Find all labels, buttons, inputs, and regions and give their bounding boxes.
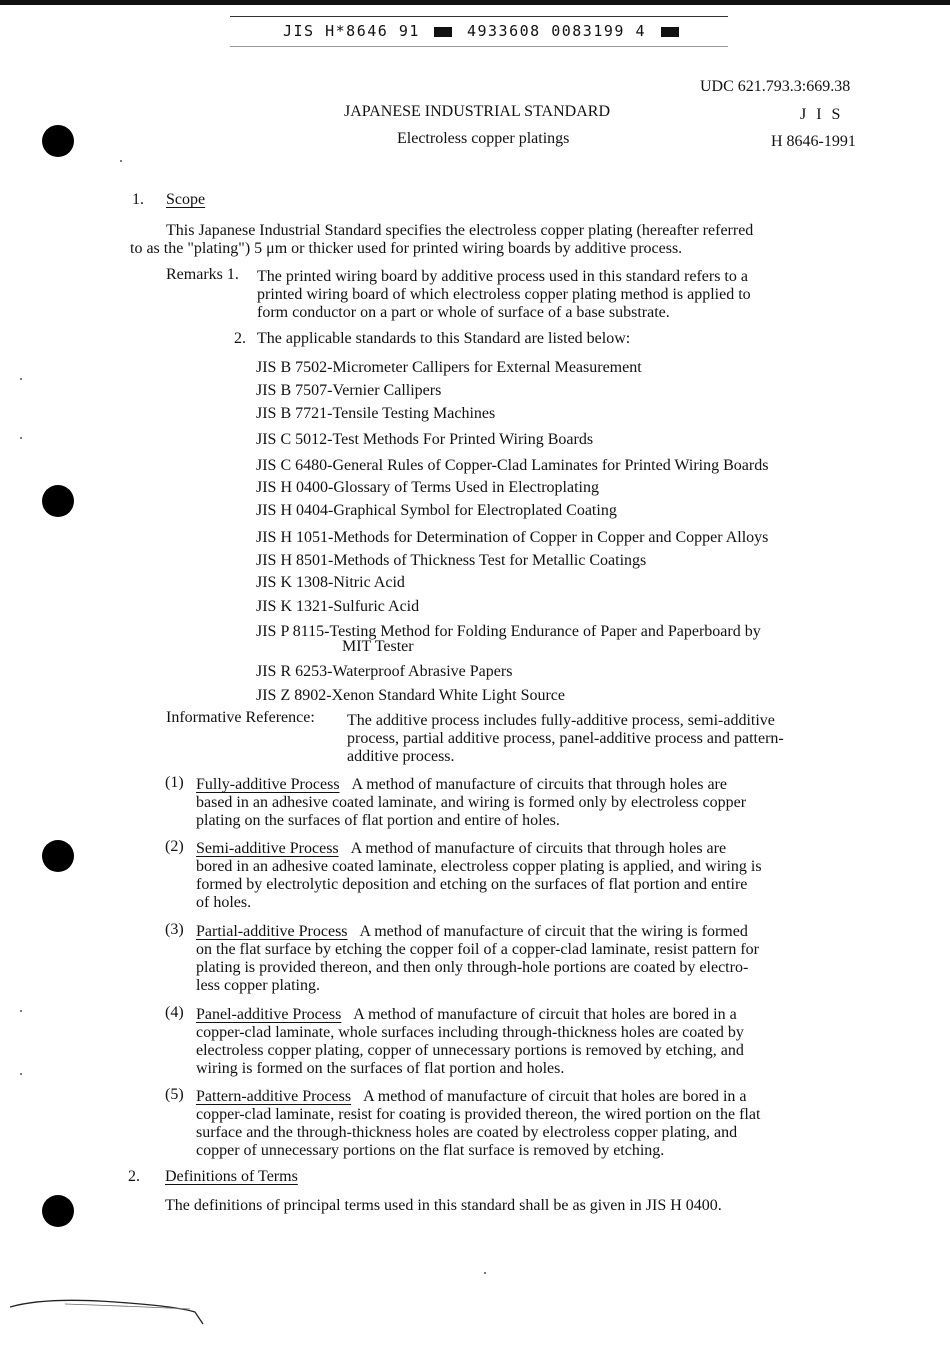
- punch-hole: [42, 485, 74, 517]
- doc-id-left: JIS H*8646 91: [283, 22, 420, 40]
- standard-title: Vernier Callipers: [332, 382, 442, 399]
- standard-title: Sulfuric Acid: [333, 598, 420, 615]
- process-line: based in an adhesive coated laminate, and wiring is formed only by electroless copper: [196, 794, 747, 811]
- standard-title: Glossary of Terms Used in Electroplating: [333, 479, 599, 496]
- standard-code: JIS R 6253-: [256, 663, 333, 680]
- process-line: [196, 1088, 760, 1106]
- process-number: (5): [165, 1086, 184, 1103]
- redaction-block: [661, 27, 679, 37]
- informative-label: Informative Reference:: [166, 709, 315, 726]
- standard-entry: [256, 598, 419, 616]
- process-term: Semi-additive Process: [196, 840, 339, 857]
- standard-title: Xenon Standard White Light Source: [331, 687, 565, 704]
- standard-entry: [256, 529, 768, 547]
- standard-title: General Rules of Copper-Clad Laminates for Printed Wiring Boards: [332, 457, 769, 474]
- standard-entry: [256, 479, 599, 497]
- remark-2-text: The applicable standards to this Standard are listed below:: [257, 330, 631, 347]
- process-text: A method of manufacture of circuit that holes are bored in a: [353, 1006, 737, 1023]
- process-line: bored in an adhesive coated laminate, electroless copper plating is applied, and wiring is: [196, 858, 762, 875]
- standard-entry: [256, 663, 512, 681]
- section-heading-scope: Scope: [166, 191, 206, 208]
- process-line: [196, 776, 746, 794]
- scan-speck: [484, 1272, 486, 1274]
- process-text: A method of manufacture of circuit that holes are bored in a: [363, 1088, 747, 1105]
- process-term: Pattern-additive Process: [196, 1088, 352, 1105]
- standard-entry: [256, 431, 593, 449]
- remark-2-label: 2.: [234, 330, 246, 347]
- punch-hole: [42, 125, 74, 157]
- scope-text-line: to as the "plating") 5 μm or thicker used for printed wiring boards by additive process.: [130, 240, 683, 257]
- informative-line: additive process.: [347, 748, 455, 765]
- standard-title: Methods for Determination of Copper in Copper and Copper Alloys: [333, 529, 769, 546]
- standard-entry: [256, 623, 761, 656]
- punch-hole: [42, 840, 74, 872]
- process-line: on the flat surface by etching the copper foil of a copper-clad laminate, resist pattern for: [196, 941, 759, 958]
- scope-text-line: This Japanese Industrial Standard specifies the electroless copper plating (hereafter referred: [166, 222, 754, 239]
- definitions-text: The definitions of principal terms used in this standard shall be as given in JIS H 0400.: [165, 1197, 722, 1214]
- standard-code: JIS H 0400-: [256, 479, 334, 496]
- process-line: formed by electrolytic deposition and etching on the surfaces of flat portion and entire: [196, 876, 748, 893]
- process-line: copper-clad laminate, resist for coating is provided thereon, the wired portion on the flat: [196, 1106, 761, 1123]
- standard-title: Tensile Testing Machines: [332, 405, 496, 422]
- process-text: A method of manufacture of circuits that through holes are: [351, 776, 727, 793]
- process-number: (4): [165, 1004, 184, 1021]
- standard-code: JIS C 6480-: [256, 457, 333, 474]
- process-number: (1): [165, 774, 184, 791]
- process-text: A method of manufacture of circuit that the wiring is formed: [359, 923, 748, 940]
- remark-line: The printed wiring board by additive process used in this standard refers to a: [257, 268, 748, 285]
- jis-label: J I S: [800, 106, 844, 123]
- section-number: 2.: [128, 1168, 140, 1185]
- process-term: Panel-additive Process: [196, 1006, 342, 1023]
- standard-code: JIS K 1308-: [256, 574, 334, 591]
- process-line: plating on the surfaces of flat portion and entire of holes.: [196, 812, 560, 829]
- doc-id-right: 4933608 0083199 4: [466, 22, 646, 40]
- scan-speck: [20, 1010, 22, 1012]
- standard-code: JIS B 7721-: [256, 405, 333, 422]
- header-rule-top: [230, 16, 728, 17]
- standard-code: JIS K 1321-: [256, 598, 334, 615]
- process-number: (2): [165, 838, 184, 855]
- standard-code: JIS B 7507-: [256, 382, 333, 399]
- standard-title: Methods of Thickness Test for Metallic Coatings: [333, 552, 647, 569]
- process-term: Partial-additive Process: [196, 923, 348, 940]
- standard-title: Nitric Acid: [333, 574, 405, 591]
- standard-title-continued: MIT Tester: [342, 638, 414, 655]
- scan-speck: [20, 1073, 22, 1075]
- standard-title: Graphical Symbol for Electroplated Coating: [333, 502, 617, 519]
- standard-code: JIS H 0404-: [256, 502, 334, 519]
- standard-entry: [256, 502, 617, 520]
- standard-title: Testing Method for Folding Endurance of Paper and Paperboard by: [329, 623, 761, 640]
- process-line: less copper plating.: [196, 977, 320, 994]
- process-definition: [196, 1088, 760, 1160]
- scan-speck: [20, 378, 22, 380]
- standard-code: JIS B 7502-: [256, 359, 333, 376]
- remark-line: printed wiring board of which electroless copper plating method is applied to: [257, 286, 751, 303]
- standard-code: JIS C 5012-: [256, 431, 333, 448]
- process-term: Fully-additive Process: [196, 776, 340, 793]
- process-line: copper of unnecessary portions on the flat surface is removed by etching.: [196, 1142, 665, 1159]
- informative-line: The additive process includes fully-additive process, semi-additive: [347, 712, 775, 729]
- process-definition: [196, 840, 762, 912]
- process-line: plating is provided thereon, and then only through-hole portions are coated by electro-: [196, 959, 749, 976]
- process-definition: [196, 923, 759, 995]
- udc-number: UDC 621.793.3:669.38: [700, 78, 851, 95]
- standard-entry: [256, 457, 768, 475]
- standard-title: Test Methods For Printed Wiring Boards: [332, 431, 594, 448]
- section-heading-definitions: Definitions of Terms: [165, 1168, 298, 1185]
- standard-title: Waterproof Abrasive Papers: [332, 663, 513, 680]
- scan-speck: [120, 160, 122, 162]
- standard-code: JIS H 1051-: [256, 529, 334, 546]
- redaction-block: [434, 27, 452, 37]
- remark-1: [257, 268, 751, 322]
- scan-speck: [20, 437, 22, 439]
- remark-line: form conductor on a part or whole of surface of a base substrate.: [257, 304, 670, 321]
- process-number: (3): [165, 921, 184, 938]
- document-id-strip: [283, 22, 683, 40]
- punch-hole: [42, 1195, 74, 1227]
- scan-scratch-mark: [5, 1292, 210, 1332]
- informative-line: process, partial additive process, panel-additive process and pattern-: [347, 730, 784, 747]
- standard-code: JIS P 8115-: [256, 623, 330, 640]
- process-text: A method of manufacture of circuits that through holes are: [350, 840, 727, 857]
- process-line: [196, 1006, 744, 1024]
- standard-title: Micrometer Callipers for External Measurement: [332, 359, 642, 376]
- process-line: wiring is formed on the surfaces of flat portion and holes.: [196, 1060, 565, 1077]
- standard-entry: [256, 552, 646, 570]
- scan-top-border: [0, 0, 950, 5]
- process-line: [196, 923, 759, 941]
- process-line: copper-clad laminate, whole surfaces including through-thickness holes are coated by: [196, 1024, 744, 1041]
- process-line: [196, 840, 762, 858]
- process-line: surface and the through-thickness holes are coated by electroless copper plating, and: [196, 1124, 738, 1141]
- standard-entry: [256, 382, 441, 400]
- standard-title: JAPANESE INDUSTRIAL STANDARD: [344, 103, 610, 120]
- standard-entry: [256, 405, 495, 423]
- section-number: 1.: [132, 191, 144, 208]
- process-definition: [196, 1006, 744, 1078]
- header-rule-bottom: [230, 46, 728, 47]
- standard-code: JIS H 8501-: [256, 552, 334, 569]
- standard-entry: [256, 574, 405, 592]
- standard-number: H 8646-1991: [771, 133, 856, 150]
- standard-entry: [256, 687, 565, 705]
- standard-subtitle: Electroless copper platings: [397, 130, 570, 147]
- standard-entry: [256, 359, 642, 377]
- standard-code: JIS Z 8902-: [256, 687, 332, 704]
- remarks-label: Remarks 1.: [166, 266, 239, 283]
- process-line: of holes.: [196, 894, 252, 911]
- informative-text: [347, 712, 784, 766]
- process-line: electroless copper plating, copper of unnecessary portions is removed by etching, and: [196, 1042, 744, 1059]
- process-definition: [196, 776, 746, 830]
